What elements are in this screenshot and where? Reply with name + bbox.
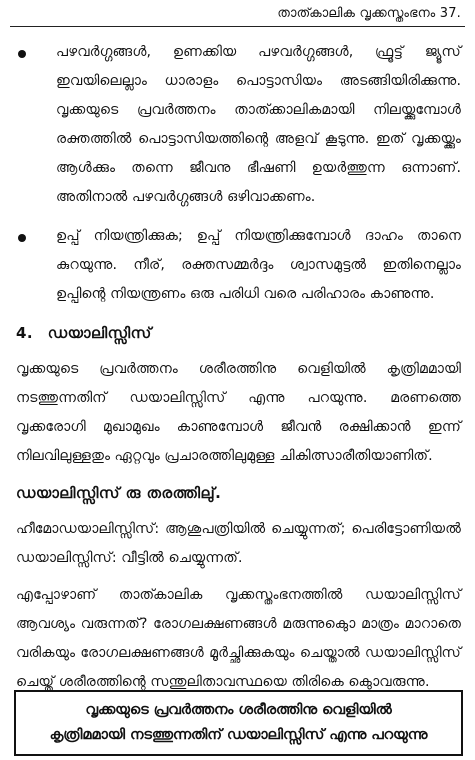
bullet-text: പഴവർഗ്ഗങ്ങൾ, ഉണക്കിയ പഴവർഗ്ഗങ്ങൾ, ഫ്രൂട്ട് ജ്യൂസ് ഇവയിലെല്ലാം ധാരാളം പൊട്ടാസിയം അടങ്ങിയിരിക്കുന്നു. വൃക്കയുടെ പ്രവർത്തനം താത്ക്കാലികമായി നിലയ്ക്കുമ്പോൾ രക്തത്തിൽ പൊട്ടാസിയത്തിന്റെ അളവ് കൂടുന്നു. ഇത് വൃക്കയ്ക്കും ആൾക്കും തന്നെ ജീവനു ഭീഷണി ഉയർത്തുന്ന ഒന്നാണ്. അതിനാൽ പഴവർഗ്ഗങ്ങൾ ഒഴിവാക്കണം.	[56, 44, 461, 205]
dialysis-definition-paragraph: വൃക്കയുടെ പ്രവർത്തനം ശരീരത്തിനു വെളിയിൽ കൃത്രിമമായി നടത്തുന്നതിന് ഡയാലിസ്സിസ് എന്നു പറയുന്നു. മരണത്തെ വൃക്കരോഗി മുഖാമുഖം കാണുമ്പോൾ ജീവൻ രക്ഷിക്കാൻ ഇന്ന് നിലവിലുള്ളതും ഏറ്റവും പ്രചാരത്തിലുമുള്ള ചികിത്സാരീതിയാണിത്.	[16, 361, 461, 464]
bullet-dot-icon	[18, 234, 26, 242]
header-divider	[10, 26, 465, 27]
running-header: താത്കാലിക വൃക്കസ്തംഭനം 37.	[277, 6, 461, 21]
highlight-line-2: കൃത്രിമമായി നടത്തുന്നതിന് ഡയാലിസ്സിസ് എന്നു പറയുന്നു	[49, 727, 428, 743]
dialysis-types-paragraph: ഹീമോഡയാലിസ്സിസ്: ആശുപത്രിയിൽ ചെയ്യുന്നത്; പെരിട്ടോണിയൽ ഡയാലിസ്സിസ്: വീട്ടിൽ ചെയ്യുന്നത്.	[16, 521, 461, 566]
section-number: 4.	[16, 324, 34, 342]
highlight-line-1: വൃക്കയുടെ പ്രവർത്തനം ശരീരത്തിനു വെളിയിൽ	[85, 702, 392, 718]
section-heading	[16, 319, 461, 347]
highlight-box	[14, 690, 463, 756]
bullet-item	[16, 222, 461, 309]
bullet-item	[16, 38, 461, 212]
section-title: ഡയാലിസ്സിസ്	[47, 324, 152, 342]
subheading-types: ഡയാലിസ്സിസ് രു തരത്തിലു്.	[16, 484, 222, 502]
bullet-dot-icon	[18, 50, 26, 58]
dialysis-when-paragraph: എപ്പോഴാണ് താത്കാലിക വൃക്കസ്തംഭനത്തിൽ ഡയാലിസ്സിസ് ആവശ്യം വരുന്നത്? രോഗലക്ഷണങ്ങൾ മരുന്നുകൊു മാത്രം മാറാതെ വരികയും രോഗലക്ഷണങ്ങൾ മൂർച്ഛിക്കുകയും ചെയ്താൽ ഡയാലിസ്സിസ് ചെയ്ത് ശരീരത്തിന്റെ സന്തുലിതാവസ്ഥയെ തിരികെ കൊുവരുന്നു.	[16, 587, 461, 690]
bullet-text: ഉപ്പ് നിയന്ത്രിക്കുക; ഉപ്പ് നിയന്ത്രിക്കുമ്പോൾ ദാഹം താനെ കുറയുന്നു. നീര്, രക്തസമ്മർദ്ദം ശ്വാസമുട്ടൽ ഇതിനെല്ലാം ഉപ്പിന്റെ നിയന്ത്രണം ഒരു പരിധി വരെ പരിഹാരം കാണുന്നു.	[56, 228, 461, 302]
page-body	[16, 38, 461, 705]
